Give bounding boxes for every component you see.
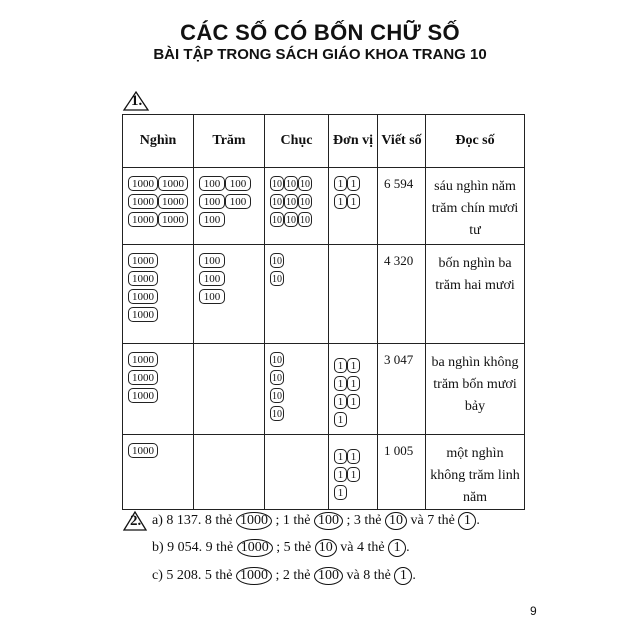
- token-1: 1: [334, 485, 347, 500]
- token-10: 10: [270, 352, 284, 367]
- card-one: 1: [458, 512, 476, 530]
- cell-thousands: [123, 245, 194, 344]
- token-10: 10: [270, 370, 284, 385]
- token-row: [199, 212, 251, 230]
- exercise-2-number: [122, 510, 152, 532]
- place-value-table: [122, 114, 525, 510]
- token-row: [334, 176, 360, 194]
- token-1000: 1000: [128, 194, 158, 209]
- token-1000: 1000: [128, 370, 158, 385]
- token-row: [128, 176, 188, 194]
- token-row: [334, 412, 360, 430]
- line-text: ; 1 thẻ: [275, 513, 311, 528]
- table-row: [123, 245, 525, 344]
- cell-written: [378, 344, 426, 435]
- token-10: 10: [284, 194, 298, 209]
- number-reading: ba nghìn không trăm bốn mươi bảy: [431, 355, 519, 414]
- token-1: 1: [347, 376, 360, 391]
- token-row: [334, 485, 360, 503]
- card-one: 1: [394, 567, 412, 585]
- page-title: CÁC SỐ CÓ BỐN CHỮ SỐ: [180, 20, 460, 45]
- number-reading: một nghìn không trăm linh năm: [430, 446, 520, 505]
- token-100: 100: [199, 194, 225, 209]
- token-100: 100: [199, 176, 225, 191]
- token-10: 10: [298, 194, 312, 209]
- line-text: và 4 thẻ: [340, 540, 385, 555]
- table-row: [123, 435, 525, 510]
- card-one: 1: [388, 539, 406, 557]
- cell-written: [378, 245, 426, 344]
- token-10: 10: [270, 194, 284, 209]
- token-row: [128, 194, 188, 212]
- token-10: 10: [270, 176, 284, 191]
- token-1: 1: [334, 376, 347, 391]
- token-row: [199, 271, 225, 289]
- token-row: [334, 394, 360, 412]
- token-1: 1: [334, 467, 347, 482]
- cell-written: [378, 168, 426, 245]
- token-10: 10: [284, 176, 298, 191]
- token-row: [270, 271, 284, 289]
- token-1000: 1000: [128, 388, 158, 403]
- token-1000: 1000: [158, 194, 188, 209]
- token-group-1: [334, 176, 360, 212]
- token-row: [270, 388, 284, 406]
- token-1: 1: [347, 358, 360, 373]
- card-ten: 10: [385, 512, 407, 530]
- cell-ones: [329, 344, 378, 435]
- cell-hundreds: [194, 245, 265, 344]
- header-hundreds: Trăm: [194, 115, 265, 168]
- token-row: [128, 443, 158, 461]
- token-row: [334, 467, 360, 485]
- card-thousand: 1000: [236, 567, 272, 585]
- cell-reading: [426, 344, 525, 435]
- token-row: [128, 370, 158, 388]
- token-group-100: [199, 176, 251, 230]
- token-1000: 1000: [158, 212, 188, 227]
- written-number: 6 594: [384, 176, 414, 191]
- exercise-2-line-c: [152, 567, 416, 585]
- cell-hundreds: [194, 435, 265, 510]
- token-1: 1: [334, 449, 347, 464]
- line-text: ; 5 thẻ: [276, 540, 312, 555]
- token-100: 100: [199, 253, 225, 268]
- token-100: 100: [199, 289, 225, 304]
- token-1: 1: [347, 176, 360, 191]
- exercise-1-number: [122, 90, 154, 112]
- token-100: 100: [199, 271, 225, 286]
- cell-thousands: [123, 168, 194, 245]
- token-1: 1: [347, 449, 360, 464]
- page-subtitle: BÀI TẬP TRONG SÁCH GIÁO KHOA TRANG 10: [153, 46, 487, 63]
- card-thousand: 1000: [236, 512, 272, 530]
- page-number: 9: [530, 604, 537, 618]
- token-1000: 1000: [128, 307, 158, 322]
- token-row: [270, 352, 284, 370]
- token-row: [199, 194, 251, 212]
- token-row: [128, 289, 158, 307]
- token-group-1000: [128, 176, 188, 230]
- token-1: 1: [334, 176, 347, 191]
- cell-thousands: [123, 435, 194, 510]
- token-10: 10: [270, 388, 284, 403]
- token-row: [334, 449, 360, 467]
- line-text: và 8 thẻ: [346, 568, 391, 583]
- header-written: Viết số: [378, 115, 426, 168]
- cell-tens: [265, 245, 329, 344]
- token-100: 100: [225, 176, 251, 191]
- token-10: 10: [270, 212, 284, 227]
- cell-hundreds: [194, 344, 265, 435]
- written-number: 4 320: [384, 253, 414, 268]
- exercise-2-line-b: [152, 539, 410, 557]
- token-row: [128, 271, 158, 289]
- card-hundred: 100: [314, 512, 343, 530]
- cell-reading: [426, 435, 525, 510]
- token-1000: 1000: [128, 443, 158, 458]
- token-row: [128, 307, 158, 325]
- table-row: [123, 168, 525, 245]
- token-row: [199, 289, 225, 307]
- line-text: và 7 thẻ: [410, 513, 455, 528]
- token-group-1000: [128, 352, 158, 406]
- token-100: 100: [225, 194, 251, 209]
- token-1000: 1000: [128, 253, 158, 268]
- token-row: [270, 253, 284, 271]
- token-row: [270, 370, 284, 388]
- token-1: 1: [334, 394, 347, 409]
- token-group-1: [334, 449, 360, 503]
- written-number: 1 005: [384, 443, 414, 458]
- token-1000: 1000: [158, 176, 188, 191]
- line-text: ; 3 thẻ: [346, 513, 382, 528]
- token-row: [270, 176, 312, 194]
- line-end: .: [476, 513, 480, 528]
- token-10: 10: [284, 212, 298, 227]
- token-row: [199, 176, 251, 194]
- cell-ones: [329, 245, 378, 344]
- token-group-100: [199, 253, 225, 307]
- line-end: .: [412, 568, 416, 583]
- exercise-2-line-a: [152, 512, 480, 530]
- token-row: [128, 253, 158, 271]
- token-row: [270, 406, 284, 424]
- card-thousand: 1000: [237, 539, 273, 557]
- cell-tens: [265, 344, 329, 435]
- table-row: [123, 344, 525, 435]
- token-1: 1: [347, 394, 360, 409]
- token-row: [334, 358, 360, 376]
- cell-reading: [426, 168, 525, 245]
- line-text: a) 8 137. 8 thẻ: [152, 513, 233, 528]
- token-1000: 1000: [128, 212, 158, 227]
- line-text: c) 5 208. 5 thẻ: [152, 568, 233, 583]
- token-group-1000: [128, 443, 158, 461]
- token-row: [128, 352, 158, 370]
- token-10: 10: [270, 253, 284, 268]
- token-1000: 1000: [128, 271, 158, 286]
- token-row: [128, 388, 158, 406]
- cell-ones: [329, 168, 378, 245]
- line-text: ; 2 thẻ: [275, 568, 311, 583]
- token-1000: 1000: [128, 176, 158, 191]
- token-1000: 1000: [128, 289, 158, 304]
- cell-thousands: [123, 344, 194, 435]
- token-1: 1: [334, 412, 347, 427]
- card-ten: 10: [315, 539, 337, 557]
- token-row: [128, 212, 188, 230]
- token-10: 10: [298, 212, 312, 227]
- written-number: 3 047: [384, 352, 414, 367]
- cell-ones: [329, 435, 378, 510]
- cell-tens: [265, 435, 329, 510]
- number-reading: bốn nghìn ba trăm hai mươi: [435, 256, 515, 293]
- token-1: 1: [334, 358, 347, 373]
- token-group-10: [270, 253, 284, 289]
- cell-tens: [265, 168, 329, 245]
- token-row: [270, 194, 312, 212]
- token-row: [199, 253, 225, 271]
- cell-reading: [426, 245, 525, 344]
- exercise-2-label: 2.: [130, 513, 142, 529]
- token-100: 100: [199, 212, 225, 227]
- header-reading: Đọc số: [426, 115, 525, 168]
- exercise-1-label: 1.: [131, 93, 143, 109]
- line-text: b) 9 054. 9 thẻ: [152, 540, 234, 555]
- token-row: [334, 376, 360, 394]
- token-10: 10: [298, 176, 312, 191]
- cell-hundreds: [194, 168, 265, 245]
- token-1: 1: [347, 467, 360, 482]
- token-group-1: [334, 358, 360, 430]
- token-group-1000: [128, 253, 158, 325]
- token-group-10: [270, 352, 284, 424]
- token-1: 1: [347, 194, 360, 209]
- line-end: .: [406, 540, 410, 555]
- token-1: 1: [334, 194, 347, 209]
- header-ones: Đơn vị: [329, 115, 378, 168]
- cell-written: [378, 435, 426, 510]
- token-10: 10: [270, 271, 284, 286]
- token-row: [270, 212, 312, 230]
- token-1000: 1000: [128, 352, 158, 367]
- token-row: [334, 194, 360, 212]
- table-header-row: [123, 115, 525, 168]
- header-thousands: Nghìn: [123, 115, 194, 168]
- token-group-10: [270, 176, 312, 230]
- token-10: 10: [270, 406, 284, 421]
- card-hundred: 100: [314, 567, 343, 585]
- number-reading: sáu nghìn năm trăm chín mươi tư: [431, 179, 519, 238]
- header-tens: Chục: [265, 115, 329, 168]
